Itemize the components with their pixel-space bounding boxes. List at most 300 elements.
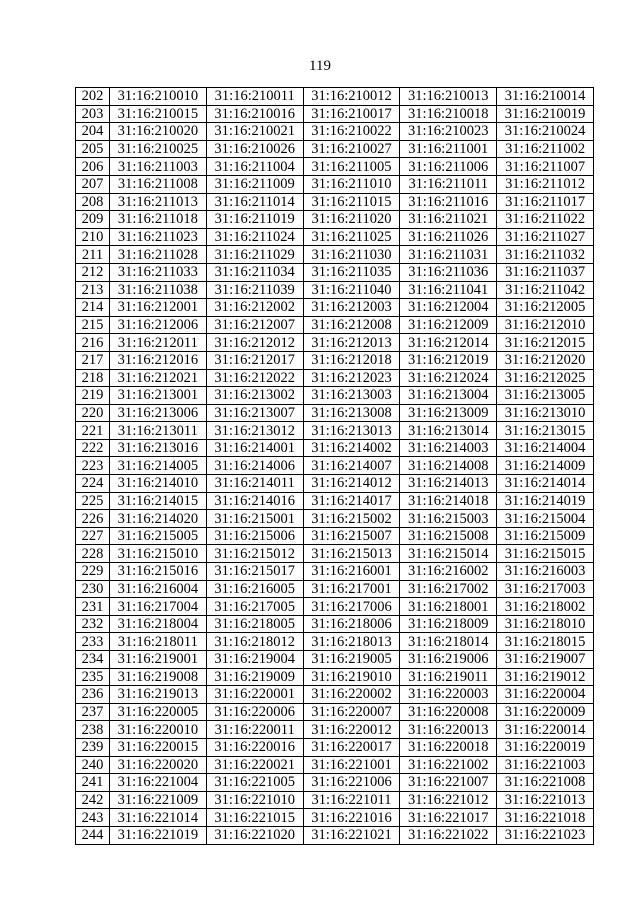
cadastral-number-cell: 31:16:211009: [206, 175, 303, 193]
cadastral-number-cell: 31:16:213012: [206, 422, 303, 440]
table-row: [76, 615, 594, 633]
cadastral-number-cell: 31:16:211037: [497, 263, 594, 281]
cadastral-number-cell: 31:16:218015: [497, 633, 594, 651]
cadastral-number-cell: 31:16:210013: [400, 88, 497, 106]
cadastral-number-cell: 31:16:217004: [110, 598, 207, 616]
cadastral-number-cell: 31:16:211038: [110, 281, 207, 299]
cadastral-number-cell: 31:16:220021: [206, 756, 303, 774]
cadastral-number-cell: 31:16:210014: [497, 88, 594, 106]
cadastral-number-cell: 31:16:210026: [206, 140, 303, 158]
cadastral-number-cell: 31:16:212021: [110, 369, 207, 387]
cadastral-number-cell: 31:16:219012: [497, 668, 594, 686]
cadastral-number-cell: 31:16:213006: [110, 404, 207, 422]
cadastral-number-cell: 31:16:213013: [303, 422, 400, 440]
table-row: [76, 598, 594, 616]
cadastral-number-cell: 31:16:214007: [303, 457, 400, 475]
cadastral-number-cell: 31:16:212024: [400, 369, 497, 387]
table-row: [76, 668, 594, 686]
table-row: [76, 651, 594, 669]
table-row: [76, 422, 594, 440]
table-row: [76, 826, 594, 844]
cadastral-number-cell: 31:16:220019: [497, 738, 594, 756]
row-number-cell: 221: [76, 422, 110, 440]
cadastral-number-cell: 31:16:215005: [110, 527, 207, 545]
cadastral-number-cell: 31:16:212013: [303, 334, 400, 352]
cadastral-number-cell: 31:16:211008: [110, 175, 207, 193]
cadastral-number-cell: 31:16:217003: [497, 580, 594, 598]
cadastral-number-cell: 31:16:211017: [497, 193, 594, 211]
row-number-cell: 217: [76, 351, 110, 369]
cadastral-number-cell: 31:16:221019: [110, 826, 207, 844]
table-row: [76, 211, 594, 229]
cadastral-number-cell: 31:16:212018: [303, 351, 400, 369]
cadastral-number-cell: 31:16:221021: [303, 826, 400, 844]
cadastral-number-cell: 31:16:216005: [206, 580, 303, 598]
cadastral-number-cell: 31:16:210015: [110, 105, 207, 123]
cadastral-number-cell: 31:16:221014: [110, 809, 207, 827]
cadastral-number-cell: 31:16:214017: [303, 492, 400, 510]
cadastral-number-cell: 31:16:214004: [497, 439, 594, 457]
cadastral-number-cell: 31:16:214006: [206, 457, 303, 475]
cadastral-number-cell: 31:16:220018: [400, 738, 497, 756]
table-row: [76, 334, 594, 352]
cadastral-number-cell: 31:16:210023: [400, 123, 497, 141]
table-row: [76, 263, 594, 281]
cadastral-number-cell: 31:16:215016: [110, 563, 207, 581]
cadastral-number-cell: 31:16:212025: [497, 369, 594, 387]
cadastral-number-cell: 31:16:215006: [206, 527, 303, 545]
table-row: [76, 774, 594, 792]
cadastral-number-cell: 31:16:219011: [400, 668, 497, 686]
cadastral-number-cell: 31:16:221020: [206, 826, 303, 844]
row-number-cell: 244: [76, 826, 110, 844]
cadastral-number-cell: 31:16:213011: [110, 422, 207, 440]
cadastral-number-cell: 31:16:215014: [400, 545, 497, 563]
cadastral-number-cell: 31:16:216001: [303, 563, 400, 581]
cadastral-number-cell: 31:16:213016: [110, 439, 207, 457]
cadastral-number-cell: 31:16:220015: [110, 738, 207, 756]
cadastral-number-cell: 31:16:218006: [303, 615, 400, 633]
cadastral-number-cell: 31:16:215012: [206, 545, 303, 563]
cadastral-number-cell: 31:16:211030: [303, 246, 400, 264]
cadastral-number-cell: 31:16:215008: [400, 527, 497, 545]
row-number-cell: 209: [76, 211, 110, 229]
cadastral-number-cell: 31:16:211039: [206, 281, 303, 299]
cadastral-number-cell: 31:16:215002: [303, 510, 400, 528]
row-number-cell: 224: [76, 475, 110, 493]
cadastral-number-cell: 31:16:220002: [303, 686, 400, 704]
row-number-cell: 208: [76, 193, 110, 211]
row-number-cell: 238: [76, 721, 110, 739]
cadastral-number-cell: 31:16:211014: [206, 193, 303, 211]
cadastral-number-cell: 31:16:219006: [400, 651, 497, 669]
row-number-cell: 235: [76, 668, 110, 686]
cadastral-number-cell: 31:16:211041: [400, 281, 497, 299]
row-number-cell: 229: [76, 563, 110, 581]
cadastral-number-cell: 31:16:218002: [497, 598, 594, 616]
table-row: [76, 299, 594, 317]
cadastral-number-cell: 31:16:211003: [110, 158, 207, 176]
cadastral-number-cell: 31:16:213002: [206, 387, 303, 405]
row-number-cell: 222: [76, 439, 110, 457]
table-row: [76, 633, 594, 651]
cadastral-number-cell: 31:16:210021: [206, 123, 303, 141]
cadastral-number-cell: 31:16:221017: [400, 809, 497, 827]
cadastral-number-cell: 31:16:220010: [110, 721, 207, 739]
row-number-cell: 218: [76, 369, 110, 387]
cadastral-number-cell: 31:16:221016: [303, 809, 400, 827]
cadastral-number-cell: 31:16:212007: [206, 316, 303, 334]
cadastral-number-cell: 31:16:216003: [497, 563, 594, 581]
cadastral-number-cell: 31:16:220003: [400, 686, 497, 704]
cadastral-number-cell: 31:16:220006: [206, 703, 303, 721]
cadastral-number-cell: 31:16:221007: [400, 774, 497, 792]
cadastral-number-cell: 31:16:220012: [303, 721, 400, 739]
cadastral-number-cell: 31:16:214002: [303, 439, 400, 457]
cadastral-number-cell: 31:16:211012: [497, 175, 594, 193]
cadastral-number-cell: 31:16:212008: [303, 316, 400, 334]
cadastral-number-cell: 31:16:219004: [206, 651, 303, 669]
cadastral-number-cell: 31:16:210024: [497, 123, 594, 141]
cadastral-number-cell: 31:16:220016: [206, 738, 303, 756]
cadastral-number-cell: 31:16:219010: [303, 668, 400, 686]
table-row: [76, 580, 594, 598]
cadastral-number-cell: 31:16:210022: [303, 123, 400, 141]
table-row: [76, 475, 594, 493]
row-number-cell: 215: [76, 316, 110, 334]
cadastral-number-cell: 31:16:212019: [400, 351, 497, 369]
cadastral-number-cell: 31:16:211026: [400, 228, 497, 246]
cadastral-number-cell: 31:16:210018: [400, 105, 497, 123]
cadastral-number-cell: 31:16:215003: [400, 510, 497, 528]
table-row: [76, 123, 594, 141]
row-number-cell: 232: [76, 615, 110, 633]
cadastral-number-cell: 31:16:214013: [400, 475, 497, 493]
cadastral-number-cell: 31:16:211023: [110, 228, 207, 246]
cadastral-number-cell: 31:16:221003: [497, 756, 594, 774]
cadastral-number-cell: 31:16:220001: [206, 686, 303, 704]
cadastral-number-cell: 31:16:218010: [497, 615, 594, 633]
row-number-cell: 243: [76, 809, 110, 827]
cadastral-number-cell: 31:16:213004: [400, 387, 497, 405]
cadastral-number-cell: 31:16:211006: [400, 158, 497, 176]
table-row: [76, 404, 594, 422]
cadastral-number-cell: 31:16:220007: [303, 703, 400, 721]
cadastral-number-cell: 31:16:213001: [110, 387, 207, 405]
row-number-cell: 241: [76, 774, 110, 792]
table-row: [76, 527, 594, 545]
cadastral-number-cell: 31:16:213007: [206, 404, 303, 422]
cadastral-number-cell: 31:16:218013: [303, 633, 400, 651]
row-number-cell: 206: [76, 158, 110, 176]
row-number-cell: 214: [76, 299, 110, 317]
cadastral-number-cell: 31:16:211005: [303, 158, 400, 176]
table-row: [76, 387, 594, 405]
cadastral-number-cell: 31:16:221006: [303, 774, 400, 792]
cadastral-number-cell: 31:16:214012: [303, 475, 400, 493]
cadastral-number-cell: 31:16:212016: [110, 351, 207, 369]
cadastral-number-cell: 31:16:215015: [497, 545, 594, 563]
cadastral-number-cell: 31:16:211004: [206, 158, 303, 176]
table-body: [76, 88, 594, 845]
cadastral-number-cell: 31:16:210011: [206, 88, 303, 106]
cadastral-number-cell: 31:16:212006: [110, 316, 207, 334]
cadastral-number-cell: 31:16:213005: [497, 387, 594, 405]
cadastral-number-cell: 31:16:214016: [206, 492, 303, 510]
cadastral-number-cell: 31:16:211029: [206, 246, 303, 264]
cadastral-number-cell: 31:16:211040: [303, 281, 400, 299]
cadastral-number-cell: 31:16:214020: [110, 510, 207, 528]
cadastral-number-cell: 31:16:219001: [110, 651, 207, 669]
cadastral-number-cell: 31:16:218014: [400, 633, 497, 651]
table-row: [76, 88, 594, 106]
cadastral-number-cell: 31:16:212020: [497, 351, 594, 369]
cadastral-number-cell: 31:16:211042: [497, 281, 594, 299]
cadastral-number-cell: 31:16:215017: [206, 563, 303, 581]
cadastral-number-cell: 31:16:211011: [400, 175, 497, 193]
cadastral-number-cell: 31:16:219009: [206, 668, 303, 686]
cadastral-number-cell: 31:16:217002: [400, 580, 497, 598]
cadastral-number-cell: 31:16:216004: [110, 580, 207, 598]
cadastral-number-cell: 31:16:212009: [400, 316, 497, 334]
cadastral-number-cell: 31:16:212011: [110, 334, 207, 352]
row-number-cell: 207: [76, 175, 110, 193]
cadastral-number-cell: 31:16:211028: [110, 246, 207, 264]
table-row: [76, 791, 594, 809]
row-number-cell: 211: [76, 246, 110, 264]
cadastral-number-cell: 31:16:221002: [400, 756, 497, 774]
cadastral-number-cell: 31:16:217005: [206, 598, 303, 616]
cadastral-number-cell: 31:16:212022: [206, 369, 303, 387]
cadastral-number-cell: 31:16:212005: [497, 299, 594, 317]
cadastral-number-cell: 31:16:211020: [303, 211, 400, 229]
table-row: [76, 193, 594, 211]
page-number: 119: [309, 58, 331, 74]
table-row: [76, 457, 594, 475]
row-number-cell: 219: [76, 387, 110, 405]
cadastral-number-cell: 31:16:214009: [497, 457, 594, 475]
row-number-cell: 228: [76, 545, 110, 563]
cadastral-number-cell: 31:16:221005: [206, 774, 303, 792]
cadastral-number-cell: 31:16:221018: [497, 809, 594, 827]
cadastral-number-cell: 31:16:220017: [303, 738, 400, 756]
cadastral-number-cell: 31:16:213009: [400, 404, 497, 422]
cadastral-number-cell: 31:16:220004: [497, 686, 594, 704]
row-number-cell: 205: [76, 140, 110, 158]
cadastral-number-cell: 31:16:221013: [497, 791, 594, 809]
cadastral-number-cell: 31:16:214011: [206, 475, 303, 493]
cadastral-number-cell: 31:16:220013: [400, 721, 497, 739]
cadastral-number-cell: 31:16:210027: [303, 140, 400, 158]
row-number-cell: 223: [76, 457, 110, 475]
row-number-cell: 212: [76, 263, 110, 281]
cadastral-number-cell: 31:16:211018: [110, 211, 207, 229]
cadastral-number-cell: 31:16:215004: [497, 510, 594, 528]
row-number-cell: 216: [76, 334, 110, 352]
cadastral-number-cell: 31:16:211015: [303, 193, 400, 211]
cadastral-number-cell: 31:16:214010: [110, 475, 207, 493]
cadastral-number-cell: 31:16:211035: [303, 263, 400, 281]
cadastral-number-cell: 31:16:219008: [110, 668, 207, 686]
table-row: [76, 809, 594, 827]
cadastral-number-cell: 31:16:213015: [497, 422, 594, 440]
cadastral-number-cell: 31:16:220009: [497, 703, 594, 721]
cadastral-number-cell: 31:16:211031: [400, 246, 497, 264]
cadastral-number-cell: 31:16:214014: [497, 475, 594, 493]
cadastral-number-cell: 31:16:210017: [303, 105, 400, 123]
row-number-cell: 239: [76, 738, 110, 756]
cadastral-number-cell: 31:16:221023: [497, 826, 594, 844]
cadastral-number-cell: 31:16:218001: [400, 598, 497, 616]
cadastral-number-cell: 31:16:221008: [497, 774, 594, 792]
cadastral-number-cell: 31:16:221001: [303, 756, 400, 774]
table-row: [76, 316, 594, 334]
table-row: [76, 492, 594, 510]
row-number-cell: 202: [76, 88, 110, 106]
cadastral-number-cell: 31:16:210025: [110, 140, 207, 158]
row-number-cell: 225: [76, 492, 110, 510]
cadastral-number-cell: 31:16:221015: [206, 809, 303, 827]
cadastral-number-cell: 31:16:211010: [303, 175, 400, 193]
cadastral-number-cell: 31:16:210012: [303, 88, 400, 106]
cadastral-number-cell: 31:16:211033: [110, 263, 207, 281]
cadastral-number-cell: 31:16:212004: [400, 299, 497, 317]
table-row: [76, 756, 594, 774]
cadastral-number-cell: 31:16:220011: [206, 721, 303, 739]
row-number-cell: 220: [76, 404, 110, 422]
cadastral-number-cell: 31:16:215010: [110, 545, 207, 563]
cadastral-number-cell: 31:16:212017: [206, 351, 303, 369]
cadastral-number-cell: 31:16:214001: [206, 439, 303, 457]
table-row: [76, 738, 594, 756]
table-row: [76, 563, 594, 581]
row-number-cell: 226: [76, 510, 110, 528]
cadastral-number-cell: 31:16:212001: [110, 299, 207, 317]
row-number-cell: 233: [76, 633, 110, 651]
cadastral-number-cell: 31:16:210019: [497, 105, 594, 123]
cadastral-number-cell: 31:16:216002: [400, 563, 497, 581]
cadastral-number-cell: 31:16:212014: [400, 334, 497, 352]
table-row: [76, 246, 594, 264]
cadastral-number-cell: 31:16:212003: [303, 299, 400, 317]
cadastral-number-cell: 31:16:210016: [206, 105, 303, 123]
cadastral-number-cell: 31:16:211032: [497, 246, 594, 264]
cadastral-number-cell: 31:16:213014: [400, 422, 497, 440]
cadastral-number-cell: 31:16:212015: [497, 334, 594, 352]
cadastral-number-cell: 31:16:211007: [497, 158, 594, 176]
cadastral-number-cell: 31:16:213003: [303, 387, 400, 405]
row-number-cell: 204: [76, 123, 110, 141]
cadastral-number-cell: 31:16:212023: [303, 369, 400, 387]
cadastral-number-cell: 31:16:214008: [400, 457, 497, 475]
table-row: [76, 510, 594, 528]
cadastral-number-cell: 31:16:211025: [303, 228, 400, 246]
cadastral-number-cell: 31:16:212002: [206, 299, 303, 317]
cadastral-number-cell: 31:16:213008: [303, 404, 400, 422]
cadastral-number-cell: 31:16:214003: [400, 439, 497, 457]
row-number-cell: 237: [76, 703, 110, 721]
row-number-cell: 234: [76, 651, 110, 669]
cadastral-number-cell: 31:16:221004: [110, 774, 207, 792]
cadastral-number-cell: 31:16:211016: [400, 193, 497, 211]
table-row: [76, 228, 594, 246]
table-row: [76, 721, 594, 739]
row-number-cell: 213: [76, 281, 110, 299]
cadastral-number-cell: 31:16:214015: [110, 492, 207, 510]
cadastral-number-cell: 31:16:217006: [303, 598, 400, 616]
table-row: [76, 545, 594, 563]
cadastral-number-cell: 31:16:211001: [400, 140, 497, 158]
cadastral-number-cell: 31:16:219005: [303, 651, 400, 669]
table-row: [76, 281, 594, 299]
table-row: [76, 140, 594, 158]
cadastral-number-cell: 31:16:211022: [497, 211, 594, 229]
cadastral-number-cell: 31:16:215013: [303, 545, 400, 563]
row-number-cell: 210: [76, 228, 110, 246]
cadastral-number-cell: 31:16:220008: [400, 703, 497, 721]
table-row: [76, 369, 594, 387]
cadastral-number-cell: 31:16:219013: [110, 686, 207, 704]
cadastral-number-cell: 31:16:213010: [497, 404, 594, 422]
table-row: [76, 703, 594, 721]
cadastral-number-cell: 31:16:211027: [497, 228, 594, 246]
table-row: [76, 351, 594, 369]
cadastral-number-cell: 31:16:220005: [110, 703, 207, 721]
cadastral-number-cell: 31:16:214019: [497, 492, 594, 510]
cadastral-number-cell: 31:16:212010: [497, 316, 594, 334]
table-row: [76, 158, 594, 176]
cadastral-number-cell: 31:16:218005: [206, 615, 303, 633]
cadastral-number-table: [75, 87, 594, 845]
cadastral-number-cell: 31:16:214018: [400, 492, 497, 510]
cadastral-number-cell: 31:16:215009: [497, 527, 594, 545]
cadastral-number-cell: 31:16:212012: [206, 334, 303, 352]
table-row: [76, 686, 594, 704]
cadastral-number-cell: 31:16:220020: [110, 756, 207, 774]
cadastral-number-cell: 31:16:217001: [303, 580, 400, 598]
cadastral-number-cell: 31:16:211024: [206, 228, 303, 246]
table-row: [76, 105, 594, 123]
cadastral-number-cell: 31:16:210020: [110, 123, 207, 141]
cadastral-number-cell: 31:16:214005: [110, 457, 207, 475]
cadastral-number-cell: 31:16:218004: [110, 615, 207, 633]
table-row: [76, 439, 594, 457]
row-number-cell: 230: [76, 580, 110, 598]
cadastral-number-cell: 31:16:221022: [400, 826, 497, 844]
cadastral-number-cell: 31:16:220014: [497, 721, 594, 739]
row-number-cell: 242: [76, 791, 110, 809]
cadastral-number-cell: 31:16:215001: [206, 510, 303, 528]
cadastral-number-cell: 31:16:221011: [303, 791, 400, 809]
cadastral-number-cell: 31:16:221010: [206, 791, 303, 809]
row-number-cell: 227: [76, 527, 110, 545]
table-row: [76, 175, 594, 193]
cadastral-number-cell: 31:16:211034: [206, 263, 303, 281]
cadastral-number-cell: 31:16:211021: [400, 211, 497, 229]
cadastral-number-cell: 31:16:211019: [206, 211, 303, 229]
cadastral-number-cell: 31:16:218009: [400, 615, 497, 633]
cadastral-number-cell: 31:16:218011: [110, 633, 207, 651]
row-number-cell: 240: [76, 756, 110, 774]
cadastral-number-cell: 31:16:215007: [303, 527, 400, 545]
cadastral-number-cell: 31:16:221009: [110, 791, 207, 809]
cadastral-number-cell: 31:16:211036: [400, 263, 497, 281]
cadastral-number-cell: 31:16:211013: [110, 193, 207, 211]
cadastral-number-cell: 31:16:210010: [110, 88, 207, 106]
row-number-cell: 203: [76, 105, 110, 123]
row-number-cell: 236: [76, 686, 110, 704]
row-number-cell: 231: [76, 598, 110, 616]
